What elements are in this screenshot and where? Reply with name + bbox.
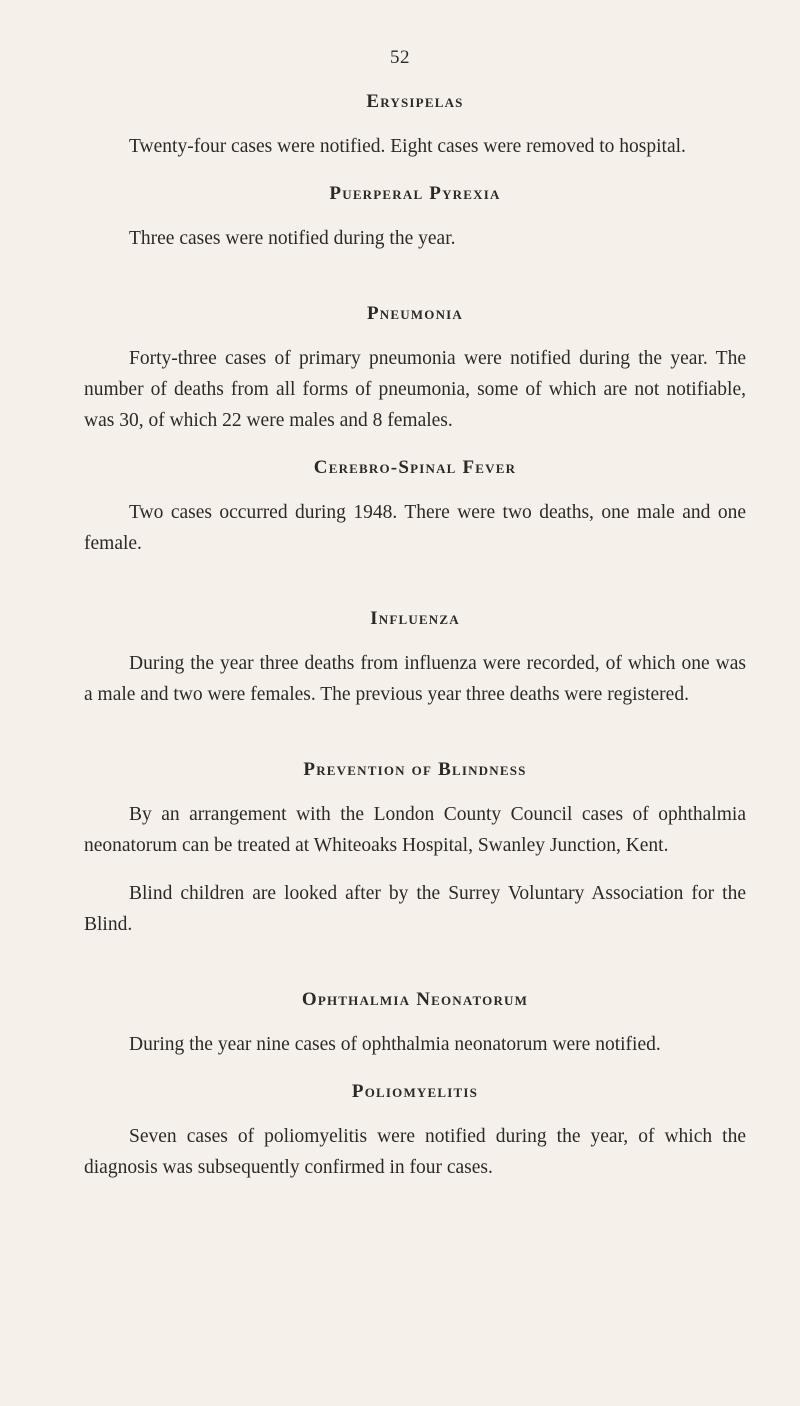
section-heading: Puerperal Pyrexia [329, 183, 501, 204]
section-heading: Prevention of Blindness [303, 759, 527, 780]
section-paragraph: Twenty-four cases were notified. Eight cases were removed to hospital. [129, 136, 686, 157]
section-pneumonia [84, 302, 746, 436]
section-poliomyelitis [84, 1080, 746, 1183]
section-paragraph: By an arrangement with the London County Council cases of ophthalmia neonatorum can be treated at Whiteoaks Hospital, Swanley Junction, Kent. [84, 804, 746, 856]
section-cerebro-spinal-fever [84, 456, 746, 559]
section-heading: Cerebro-Spinal Fever [313, 457, 517, 478]
section-paragraph: Seven cases of poliomyelitis were notified during the year, of which the diagnosis was subsequently confirmed in four cases. [84, 1126, 746, 1178]
section-influenza [84, 607, 746, 710]
section-puerperal-pyrexia [84, 182, 746, 254]
page-number: 52 [390, 47, 410, 68]
section-erysipelas [84, 90, 746, 162]
section-paragraph: During the year nine cases of ophthalmia neonatorum were notified. [129, 1034, 661, 1055]
section-paragraph: Blind children are looked after by the Surrey Voluntary Association for the Blind. [84, 883, 746, 935]
section-heading: Poliomyelitis [351, 1081, 479, 1102]
section-paragraph: Two cases occurred during 1948. There were two deaths, one male and one female. [84, 502, 746, 554]
section-paragraph: Three cases were notified during the year. [129, 228, 456, 249]
section-heading: Erysipelas [366, 91, 464, 112]
page-content [84, 90, 746, 1183]
section-heading: Influenza [370, 608, 460, 629]
section-heading: Pneumonia [366, 303, 464, 324]
section-prevention-of-blindness [84, 758, 746, 940]
section-ophthalmia-neonatorum [84, 988, 746, 1060]
section-paragraph: Forty-three cases of primary pneumonia were notified during the year. The number of deaths from all forms of pneumonia, some of which are not notifiable, was 30, of which 22 were males and 8 females. [84, 348, 746, 431]
section-paragraph: During the year three deaths from influenza were recorded, of which one was a male and two were females. The previous year three deaths were registered. [84, 653, 746, 705]
section-heading: Ophthalmia Neonatorum [301, 989, 529, 1010]
